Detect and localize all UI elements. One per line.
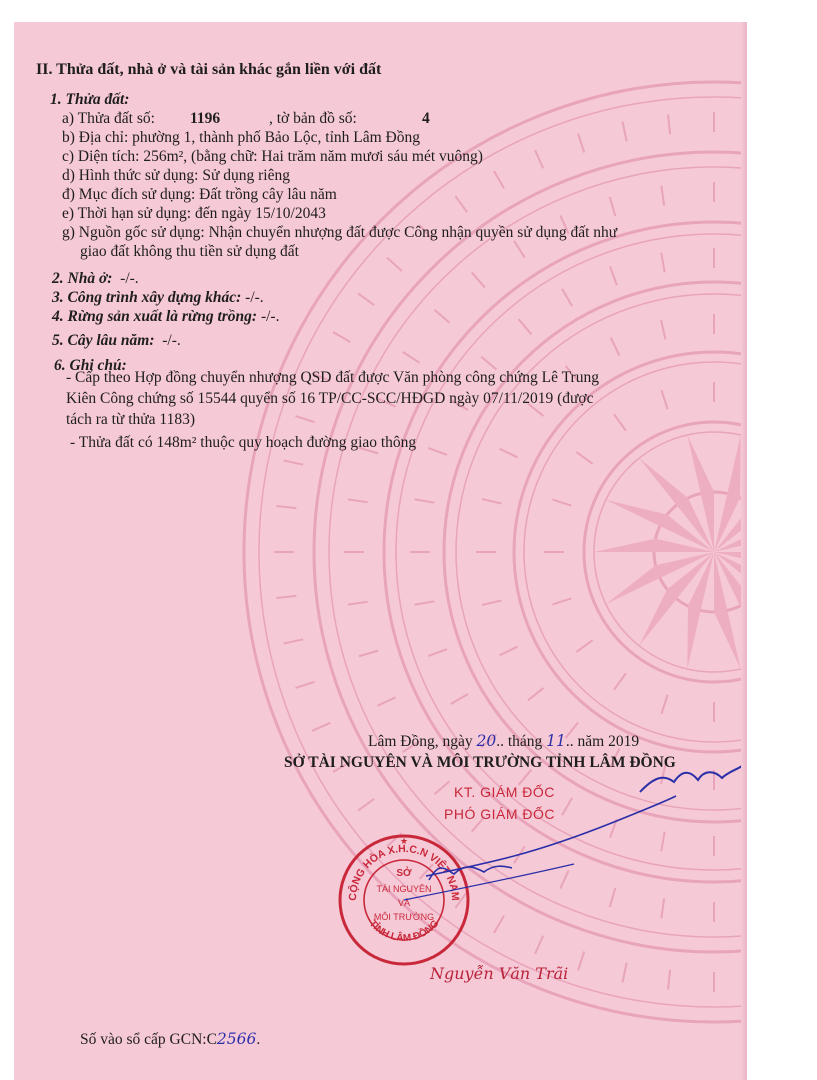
signing-day: 20	[476, 732, 497, 750]
signing-month: 11	[546, 732, 566, 750]
seal-center-line-1: SỞ	[396, 868, 412, 879]
usage-term: e) Thời hạn sử dụng: đến ngày 15/10/2043	[62, 205, 326, 222]
forest-label: 4. Rừng sản xuất là rừng trồng:	[52, 308, 258, 325]
issuing-authority: SỞ TÀI NGUYÊN VÀ MÔI TRƯỜNG TỈNH LÂM ĐỒNG	[284, 754, 676, 771]
certificate-page	[14, 22, 747, 1080]
svg-text:★: ★	[399, 836, 409, 846]
signer-title-1: KT. GIÁM ĐỐC	[454, 784, 555, 800]
map-sheet-number: 4	[422, 110, 430, 127]
registry-label: Số vào sổ cấp GCN:C	[80, 1031, 217, 1048]
seal-center-line-3: VÀ	[397, 898, 411, 908]
signer-name: Nguyễn Văn Trãi	[430, 964, 569, 983]
parcel-address: b) Địa chỉ: phường 1, thành phố Bảo Lộc, tỉnh Lâm Đồng	[62, 129, 420, 146]
seal-ring-text: CỘNG HÒA X.H.C.N VIỆT NAM	[346, 842, 462, 902]
seal-center-line-2: TÀI NGUYÊN	[376, 884, 432, 894]
perennial-label: 5. Cây lâu năm:	[52, 332, 155, 349]
seal-bottom-text: TỈNH LÂM ĐỒNG	[366, 918, 442, 945]
section-title: II. Thửa đất, nhà ở và tài sản khác gắn liền với đất	[36, 61, 382, 78]
house-label: 2. Nhà ở:	[52, 270, 113, 287]
house-value: -/-.	[120, 270, 139, 287]
notes-label: 6. Ghi chú:	[54, 357, 127, 374]
signer-title-2: PHÓ GIÁM ĐỐC	[444, 806, 556, 822]
notes-line3: tách ra từ thửa 1183)	[66, 411, 195, 428]
signing-place: Lâm Đồng, ngày	[368, 733, 473, 750]
usage-purpose: đ) Mục đích sử dụng: Đất trồng cây lâu năm	[62, 186, 337, 203]
usage-origin-line2: giao đất không thu tiền sử dụng đất	[80, 243, 299, 260]
registry-value: 2566	[216, 1030, 257, 1048]
parcel-number: 1196	[190, 110, 221, 127]
signature-strokes	[14, 22, 747, 1080]
construction-value: -/-.	[245, 289, 264, 306]
construction-label: 3. Công trình xây dựng khác:	[52, 289, 242, 306]
parcel-area: c) Diện tích: 256m², (bằng chữ: Hai trăm năm mươi sáu mét vuông)	[62, 148, 483, 165]
notes-line2: Kiên Công chứng số 15544 quyển số 16 TP/CC-SCC/HĐGD ngày 07/11/2019 (được	[66, 390, 594, 407]
seal-center-line-4: MÔI TRƯỜNG	[373, 912, 435, 922]
signing-year: .. năm 2019	[565, 733, 640, 750]
perennial-value: -/-.	[162, 332, 181, 349]
map-sheet-label: , tờ bản đồ số:	[269, 110, 357, 127]
signing-month-label: .. tháng	[496, 733, 543, 750]
notes-line1: - Cấp theo Hợp đồng chuyển nhượng QSD đất được Văn phòng công chứng Lê Trung	[66, 369, 599, 386]
parcel-heading: 1. Thửa đất:	[50, 91, 130, 108]
usage-origin-line1: g) Nguồn gốc sử dụng: Nhận chuyển nhượng đất được Công nhận quyền sử dụng đất như	[62, 224, 618, 241]
usage-form: d) Hình thức sử dụng: Sử dụng riêng	[62, 167, 290, 184]
forest-value: -/-.	[260, 308, 280, 325]
registry-number: Số vào sổ cấp GCN:C2566.	[80, 1030, 261, 1048]
notes-line4: - Thửa đất có 148m² thuộc quy hoạch đường giao thông	[70, 434, 417, 451]
parcel-number-label: a) Thửa đất số:	[62, 110, 155, 127]
